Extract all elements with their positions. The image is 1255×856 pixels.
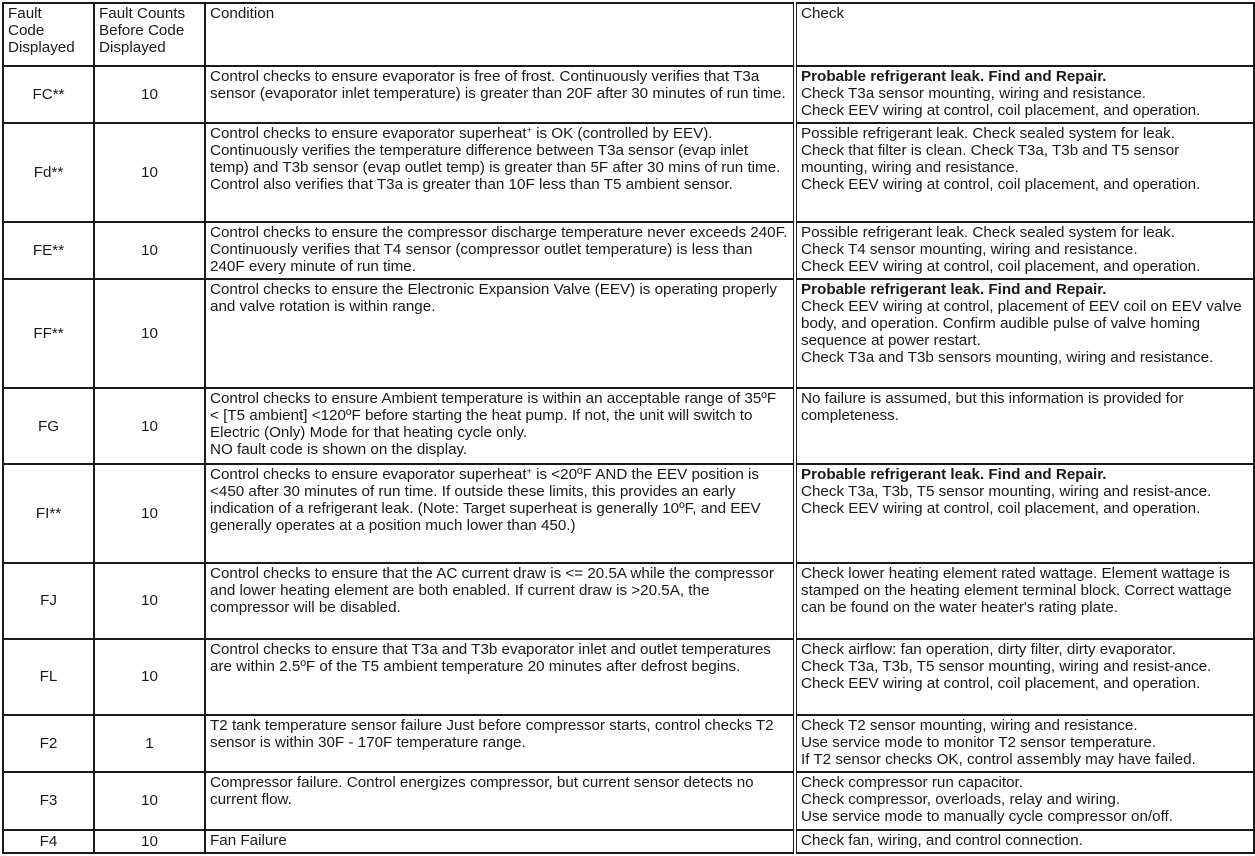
table-row <box>3 222 1254 280</box>
fault-count: 10 <box>94 279 205 388</box>
table-row <box>3 639 1254 715</box>
condition-cell: Control checks to ensure the Electronic Expansion Valve (EEV) is operating properly and valve rotation is within range. <box>205 279 795 388</box>
fault-count: 10 <box>94 464 205 563</box>
table-row <box>3 830 1254 853</box>
check-cell: Probable refrigerant leak. Find and Repair. Check T3a sensor mounting, wiring and resistance. Check EEV wiring at control, coil placement, and operation. <box>795 66 1254 123</box>
table-row <box>3 563 1254 639</box>
table-row <box>3 123 1254 222</box>
fault-count: 10 <box>94 66 205 123</box>
header-check: Check <box>795 3 1254 66</box>
fault-code: FE** <box>3 222 94 280</box>
fault-code: FJ <box>3 563 94 639</box>
fault-code-table <box>2 2 1255 854</box>
fault-code: FC** <box>3 66 94 123</box>
condition-cell: T2 tank temperature sensor failure Just before compressor starts, control checks T2 sensor is within 30F - 170F temperature range. <box>205 715 795 773</box>
check-cell: Possible refrigerant leak. Check sealed system for leak. Check that filter is clean. Check T3a, T3b and T5 sensor mounting, wiring and resistance. Check EEV wiring at control, coil placement, and operation. <box>795 123 1254 222</box>
table-row <box>3 388 1254 464</box>
header-condition: Condition <box>205 3 795 66</box>
table-row <box>3 464 1254 563</box>
header-fault-counts: Fault Counts Before Code Displayed <box>94 3 205 66</box>
check-cell: Possible refrigerant leak. Check sealed system for leak. Check T4 sensor mounting, wiring and resistance. Check EEV wiring at control, coil placement, and operation. <box>795 222 1254 280</box>
fault-code: FG <box>3 388 94 464</box>
fault-count: 10 <box>94 563 205 639</box>
fault-count: 10 <box>94 639 205 715</box>
check-cell: Check airflow: fan operation, dirty filter, dirty evaporator. Check T3a, T3b, T5 sensor mounting, wiring and resist-ance. Check EEV wiring at control, coil placement, and operation. <box>795 639 1254 715</box>
fault-count: 10 <box>94 388 205 464</box>
check-cell: Check T2 sensor mounting, wiring and resistance. Use service mode to monitor T2 sensor temperature. If T2 sensor checks OK, control assembly may have failed. <box>795 715 1254 773</box>
fault-count: 10 <box>94 830 205 853</box>
fault-code: Fd** <box>3 123 94 222</box>
check-cell: No failure is assumed, but this information is provided for completeness. <box>795 388 1254 464</box>
check-cell: Check compressor run capacitor. Check compressor, overloads, relay and wiring. Use service mode to manually cycle compressor on/off. <box>795 772 1254 830</box>
fault-code: F3 <box>3 772 94 830</box>
fault-code: FF** <box>3 279 94 388</box>
condition-cell: Control checks to ensure evaporator superheat+ is OK (controlled by EEV). Continuously verifies the temperature difference between T3a sensor (evap inlet temp) and T3b sensor (evap outlet temp) is greater than 5F after 30 mins of run time. Control also verifies that T3a is greater than 10F less than T5 ambient sensor. <box>205 123 795 222</box>
condition-cell: Control checks to ensure the compressor discharge temperature never exceeds 240F. Continuously verifies that T4 sensor (compressor outlet temperature) is less than 240F every minute of run time. <box>205 222 795 280</box>
check-cell: Check fan, wiring, and control connection. <box>795 830 1254 853</box>
table-row <box>3 715 1254 773</box>
header-fault-code: Fault Code Displayed <box>3 3 94 66</box>
table-row <box>3 772 1254 830</box>
check-cell: Probable refrigerant leak. Find and Repair. Check EEV wiring at control, placement of EEV coil on EEV valve body, and operation. Confirm audible pulse of valve homing sequence at power restart. Check T3a and T3b sensors mounting, wiring and resistance. <box>795 279 1254 388</box>
fault-code: FI** <box>3 464 94 563</box>
fault-code: F2 <box>3 715 94 773</box>
condition-cell: Control checks to ensure evaporator superheat+ is <20ºF AND the EEV position is <450 after 30 minutes of run time. If outside these limits, this provides an early indication of a refrigerant leak. (Note: Target superheat is generally 10ºF, and EEV generally operates at a position much lower than 450.) <box>205 464 795 563</box>
table-row <box>3 66 1254 123</box>
fault-count: 10 <box>94 772 205 830</box>
fault-count: 1 <box>94 715 205 773</box>
fault-count: 10 <box>94 123 205 222</box>
header-row <box>3 3 1254 66</box>
check-cell: Check lower heating element rated wattage. Element wattage is stamped on the heating element terminal block. Correct wattage can be found on the water heater's rating plate. <box>795 563 1254 639</box>
condition-cell: Control checks to ensure that the AC current draw is <= 20.5A while the compressor and lower heating element are both enabled. If current draw is >20.5A, the compressor will be disabled. <box>205 563 795 639</box>
table-row <box>3 279 1254 388</box>
check-cell: Probable refrigerant leak. Find and Repair. Check T3a, T3b, T5 sensor mounting, wiring and resist-ance. Check EEV wiring at control, coil placement, and operation. <box>795 464 1254 563</box>
fault-code: FL <box>3 639 94 715</box>
condition-cell: Control checks to ensure that T3a and T3b evaporator inlet and outlet temperatures are within 2.5ºF of the T5 ambient temperature 20 minutes after defrost begins. <box>205 639 795 715</box>
fault-count: 10 <box>94 222 205 280</box>
condition-cell: Compressor failure. Control energizes compressor, but current sensor detects no current flow. <box>205 772 795 830</box>
condition-cell: Control checks to ensure Ambient temperature is within an acceptable range of 35ºF < [T5 ambient] <120ºF before starting the heat pump. If not, the unit will switch to Electric (Only) Mode for that heating cycle only. NO fault code is shown on the display. <box>205 388 795 464</box>
condition-cell: Control checks to ensure evaporator is free of frost. Continuously verifies that T3a sensor (evaporator inlet temperature) is greater than 20F after 30 minutes of run time. <box>205 66 795 123</box>
condition-cell: Fan Failure <box>205 830 795 853</box>
fault-code: F4 <box>3 830 94 853</box>
